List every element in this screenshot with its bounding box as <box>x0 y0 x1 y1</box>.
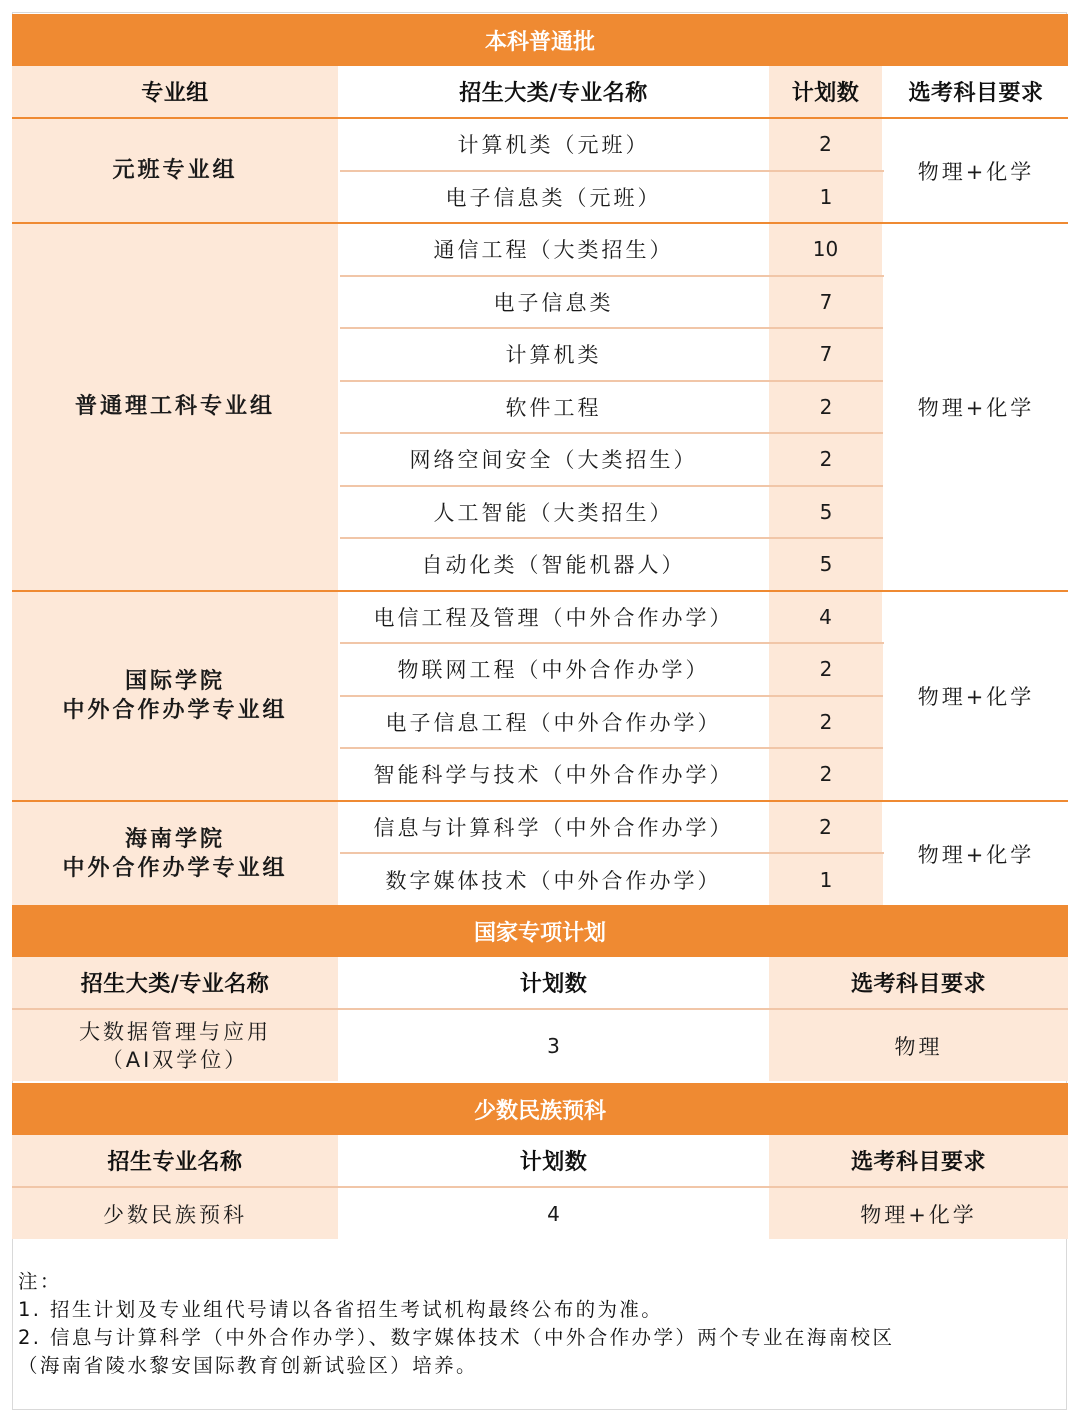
header-count: 计划数 <box>339 957 768 1009</box>
major-name-cell: 计算机类 <box>339 328 768 381</box>
header-count: 计划数 <box>768 66 883 118</box>
count-cell: 5 <box>768 486 883 539</box>
major-name-cell <box>12 1009 339 1081</box>
group-name-line: 海南学院 <box>124 826 225 852</box>
section-title-national: 国家专项计划 <box>12 905 1068 957</box>
notes-label: 注： <box>18 1270 62 1293</box>
major-name-cell: 电子信息类 <box>339 276 768 329</box>
count-cell: 2 <box>768 696 883 749</box>
major-name-line: 大数据管理与应用 <box>79 1019 271 1044</box>
count-cell: 5 <box>768 538 883 591</box>
header-group: 专业组 <box>12 66 339 118</box>
notes-block <box>18 1268 1068 1380</box>
count-cell: 2 <box>768 801 883 854</box>
major-row <box>12 223 1068 276</box>
group-name-cell <box>12 591 339 801</box>
count-cell: 3 <box>339 1009 768 1081</box>
count-cell: 10 <box>768 223 883 276</box>
header-requirement: 选考科目要求 <box>883 66 1068 118</box>
group-name-line: 中外合作办学专业组 <box>62 855 288 881</box>
major-name-cell: 物联网工程（中外合作办学） <box>339 643 768 696</box>
header-major: 招生大类/专业名称 <box>12 957 339 1009</box>
count-cell: 7 <box>768 328 883 381</box>
header-major: 招生大类/专业名称 <box>339 66 768 118</box>
major-row <box>12 118 1068 171</box>
requirement-cell: 物理+化学 <box>768 1187 1068 1239</box>
count-cell: 7 <box>768 276 883 329</box>
count-cell: 1 <box>768 171 883 224</box>
count-cell: 4 <box>768 591 883 644</box>
major-row <box>12 591 1068 644</box>
major-name-cell: 计算机类（元班） <box>339 118 768 171</box>
count-cell: 2 <box>768 748 883 801</box>
count-cell: 2 <box>768 118 883 171</box>
undergrad-table <box>12 14 1068 906</box>
requirement-cell: 物理+化学 <box>883 801 1068 906</box>
note-item: （海南省陵水黎安国际教育创新试验区）培养。 <box>18 1354 478 1377</box>
header-major: 招生专业名称 <box>12 1135 339 1187</box>
group-name-cell <box>12 118 339 223</box>
major-name-cell: 电子信息工程（中外合作办学） <box>339 696 768 749</box>
major-name-cell: 电子信息类（元班） <box>339 171 768 224</box>
requirement-cell: 物理+化学 <box>883 591 1068 801</box>
header-count: 计划数 <box>339 1135 768 1187</box>
section-title-minority: 少数民族预科 <box>12 1083 1068 1135</box>
requirement-cell: 物理+化学 <box>883 118 1068 223</box>
count-cell: 1 <box>768 853 883 906</box>
major-name-cell: 人工智能（大类招生） <box>339 486 768 539</box>
count-cell: 2 <box>768 643 883 696</box>
header-requirement: 选考科目要求 <box>768 957 1068 1009</box>
group-name-cell <box>12 801 339 906</box>
major-name-cell: 自动化类（智能机器人） <box>339 538 768 591</box>
national-plan-table <box>12 905 1068 1081</box>
major-name-cell: 软件工程 <box>339 381 768 434</box>
count-cell: 2 <box>768 381 883 434</box>
major-name-cell: 信息与计算科学（中外合作办学） <box>339 801 768 854</box>
major-name-cell: 数字媒体技术（中外合作办学） <box>339 853 768 906</box>
group-name-line: 国际学院 <box>124 668 225 694</box>
major-name-cell: 智能科学与技术（中外合作办学） <box>339 748 768 801</box>
major-name-cell: 电信工程及管理（中外合作办学） <box>339 591 768 644</box>
major-name-cell: 少数民族预科 <box>12 1187 339 1239</box>
group-name-line: 元班专业组 <box>112 158 238 183</box>
note-item: 1. 招生计划及专业组代号请以各省招生考试机构最终公布的为准。 <box>18 1298 664 1321</box>
header-requirement: 选考科目要求 <box>768 1135 1068 1187</box>
group-name-line: 中外合作办学专业组 <box>62 697 288 723</box>
major-name-cell: 网络空间安全（大类招生） <box>339 433 768 486</box>
count-cell: 4 <box>339 1187 768 1239</box>
group-name-cell <box>12 223 339 591</box>
major-name-cell: 通信工程（大类招生） <box>339 223 768 276</box>
group-name-line: 普通理工科专业组 <box>74 394 275 420</box>
count-cell: 2 <box>768 433 883 486</box>
major-name-line: （AI双学位） <box>101 1047 249 1072</box>
major-row <box>12 801 1068 854</box>
requirement-cell: 物理 <box>768 1009 1068 1081</box>
requirement-cell: 物理+化学 <box>883 223 1068 591</box>
note-item: 2. 信息与计算科学（中外合作办学）、数字媒体技术（中外合作办学）两个专业在海南校区 <box>18 1326 895 1349</box>
section-title-undergrad: 本科普通批 <box>12 14 1068 66</box>
minority-prep-table <box>12 1083 1068 1239</box>
